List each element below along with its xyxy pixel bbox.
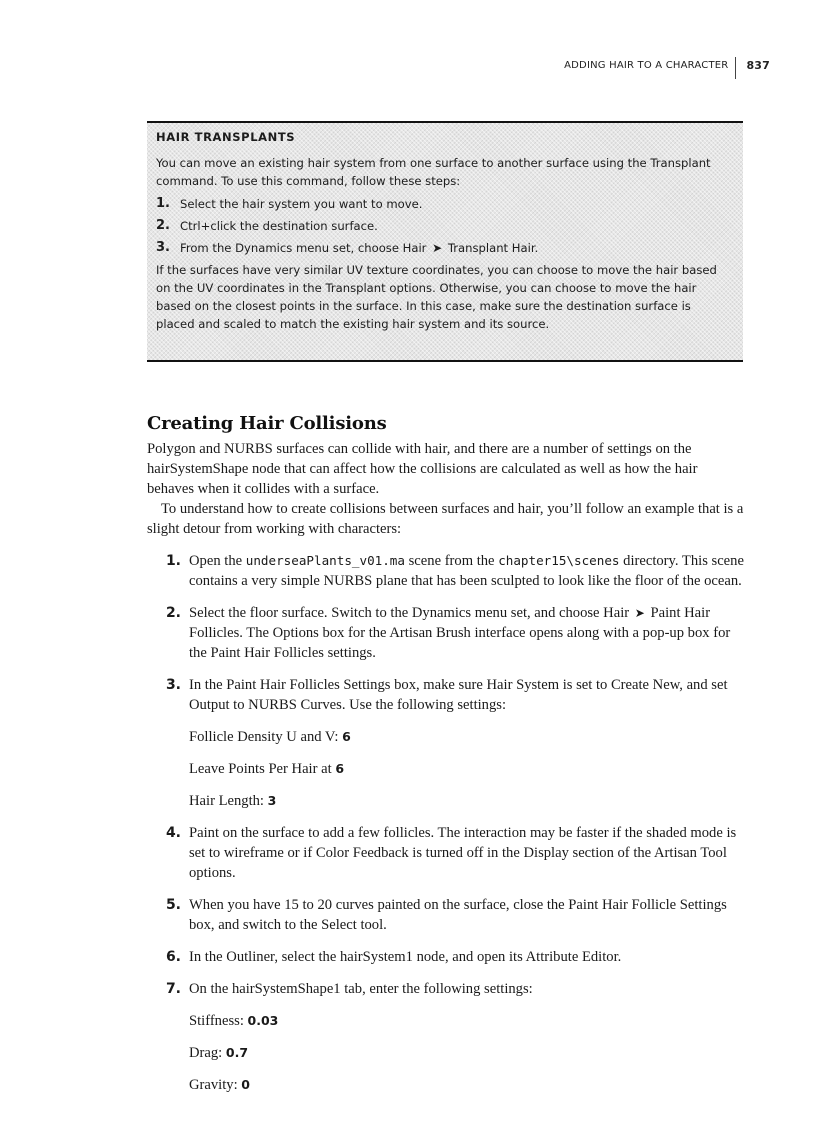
sidebar-hair-transplants [147,121,743,362]
sidebar-step-number: 2. [156,218,170,233]
setting-value: 6 [335,761,345,776]
setting-line [189,1075,747,1095]
step-item [147,675,747,811]
sidebar-step-text-part: From the Dynamics menu set, choose Hair [180,241,427,255]
setting-label: Leave Points Per Hair at [189,761,336,777]
step-text: In the Outliner, select the hairSystem1 node, and open its Attribute Editor. [189,949,622,965]
sidebar-step-text [180,239,538,257]
setting-label: Stiffness: [189,1013,248,1029]
step-number: 7. [165,981,181,997]
step-item [147,823,747,883]
filename-code: underseaPlants_v01.ma [245,553,405,568]
step-number: 6. [165,949,181,965]
step-number: 5. [165,897,181,913]
sidebar-step-number: 1. [156,196,170,211]
step-content [189,675,747,811]
step-text-part: directory. This scene contains a very simple NURBS plane that has been sculpted to look like the floor of the ocean. [189,553,744,589]
setting-line [189,727,747,747]
setting-line [189,759,747,779]
setting-value: 0.7 [225,1045,249,1060]
step-list [147,551,747,1095]
sidebar-closing: If the surfaces have very similar UV texture coordinates, you can choose to move the hair based on the UV coordinates in the Transplant options. Otherwise, you can choose to move the hair based on the closest points in the surface. In this case, make sure the destination surface is placed and scaled to match the existing hair system and its source. [156,263,717,331]
step-number: 4. [165,825,181,841]
sidebar-step-number: 3. [156,240,170,255]
step-item [147,947,747,967]
body-paragraph: To understand how to create collisions between surfaces and hair, you’ll follow an example that is a slight detour from working with characters: [147,501,744,537]
step-text: Paint on the surface to add a few follicles. The interaction may be faster if the shaded mode is set to wireframe or if Color Feedback is turned off in the Display section of the Artisan Tool options. [189,825,737,881]
setting-line [189,1011,747,1031]
setting-label: Hair Length: [189,793,268,809]
step-text-part: Open the [189,553,246,569]
step-text: When you have 15 to 20 curves painted on the surface, close the Paint Hair Follicle Settings box, and switch to the Select tool. [189,897,727,933]
setting-value: 6 [342,729,351,744]
step-content [189,979,747,1095]
sidebar-step-list [156,195,733,257]
section-body [147,439,747,1107]
sidebar-step-text: Ctrl+click the destination surface. [180,219,378,233]
step-item [147,895,747,935]
setting-value: 0 [241,1077,250,1092]
sidebar-step [156,239,733,257]
step-number: 2. [165,605,181,621]
step-text: On the hairSystemShape1 tab, enter the following settings: [189,981,533,997]
section-heading: Creating Hair Collisions [147,413,387,434]
sidebar-step-text-part: Transplant Hair. [447,241,539,255]
directory-code: chapter15\scenes [498,553,620,568]
step-text [189,551,747,591]
setting-line [189,1043,747,1063]
settings-list [189,1011,747,1095]
setting-value: 0.03 [247,1013,279,1028]
sidebar-step-text: Select the hair system you want to move. [180,197,423,211]
setting-label: Follicle Density U and V: [189,729,343,745]
step-item [147,551,747,591]
setting-label: Gravity: [189,1077,242,1093]
step-text: In the Paint Hair Follicles Settings box, make sure Hair System is set to Create New, and set Output to NURBS Curves. Use the following settings: [189,677,728,713]
step-item [147,979,747,1095]
step-number: 3. [165,677,181,693]
running-header [564,51,770,79]
sidebar-step [156,195,733,213]
step-text-part: Select the floor surface. Switch to the Dynamics menu set, and choose Hair [189,605,630,621]
step-item [147,603,747,663]
step-text-part: Paint Hair Follicles. The Options box for the Artisan Brush interface opens along with a pop-up box for the Paint Hair Follicles settings. [189,605,731,661]
step-text-part: scene from the [404,553,499,569]
page-number: 837 [746,58,770,72]
sidebar-intro: You can move an existing hair system from one surface to another surface using the Transplant command. To use this command, follow these steps: [156,156,711,188]
setting-value: 3 [267,793,277,808]
menu-arrow-icon: ➤ [432,241,443,255]
body-paragraph: Polygon and NURBS surfaces can collide with hair, and there are a number of settings on the hairSystemShape node that can affect how the collisions are calculated as well as how the hair behaves when it collides with a surface. [147,441,698,497]
setting-line [189,791,747,811]
step-number: 1. [165,553,181,569]
sidebar-title: HAIR TRANSPLANTS [156,130,296,144]
running-header-title: ADDING HAIR TO A CHARACTER [564,59,729,71]
menu-arrow-icon: ➤ [634,606,645,620]
step-text [189,603,747,663]
settings-list [189,727,747,811]
sidebar-step [156,217,733,235]
setting-label: Drag: [189,1045,226,1061]
